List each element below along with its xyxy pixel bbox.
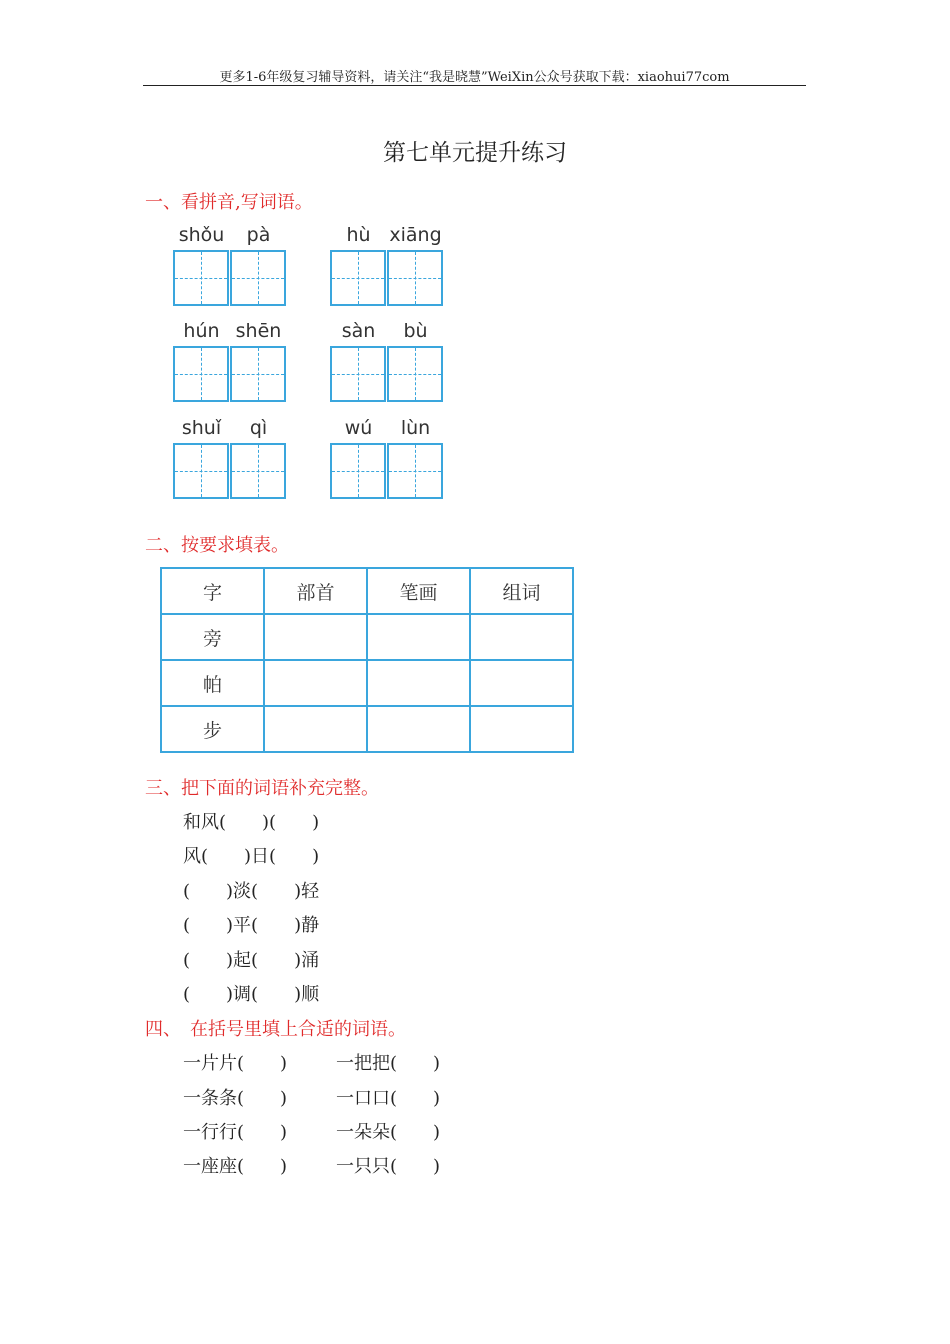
writing-grid-box[interactable] xyxy=(173,346,229,402)
writing-grid-box[interactable] xyxy=(387,250,443,306)
pinyin-label: shǒu xyxy=(178,224,225,246)
table-answer-cell[interactable] xyxy=(367,614,470,660)
writing-grid-box[interactable] xyxy=(330,443,386,499)
idiom-fill-line[interactable]: 和风( )( ) xyxy=(183,812,320,833)
idiom-fill-line[interactable]: ( )淡( )轻 xyxy=(183,881,320,902)
section2-title: 二、按要求填表。 xyxy=(145,535,289,556)
pinyin-label: pà xyxy=(246,224,271,246)
table-header-cell: 组词 xyxy=(470,568,573,614)
table-answer-cell[interactable] xyxy=(264,660,367,706)
page-header: 更多1-6年级复习辅导资料，请关注“我是晓慧”WeiXin公众号获取下载：xiaohui77com xyxy=(219,70,730,85)
pinyin-label: hù xyxy=(346,224,371,246)
measure-word-fill[interactable]: 一朵朵( ) xyxy=(336,1122,441,1143)
table-answer-cell[interactable] xyxy=(470,614,573,660)
table-header-cell: 笔画 xyxy=(367,568,470,614)
writing-grid-box[interactable] xyxy=(330,250,386,306)
header-divider xyxy=(143,85,806,86)
measure-word-fill[interactable]: 一片片( ) xyxy=(183,1053,288,1074)
table-answer-cell[interactable] xyxy=(367,706,470,752)
pinyin-label: hún xyxy=(183,320,220,342)
section4-title: 四、 在括号里填上合适的词语。 xyxy=(145,1019,406,1040)
pinyin-label: lùn xyxy=(400,417,431,439)
writing-grid-box[interactable] xyxy=(173,443,229,499)
writing-grid-box[interactable] xyxy=(230,250,286,306)
writing-grid-box[interactable] xyxy=(230,443,286,499)
table-answer-cell[interactable] xyxy=(264,614,367,660)
table-answer-cell[interactable] xyxy=(367,660,470,706)
pinyin-label: qì xyxy=(249,417,268,439)
page-title: 第七单元提升练习 xyxy=(383,140,567,166)
writing-grid-box[interactable] xyxy=(387,346,443,402)
table-header-row xyxy=(161,568,573,614)
idiom-fill-line[interactable]: 风( )日( ) xyxy=(183,846,320,867)
measure-word-fill[interactable]: 一只只( ) xyxy=(336,1156,441,1177)
idiom-fill-line[interactable]: ( )调( )顺 xyxy=(183,984,320,1005)
writing-grid-box[interactable] xyxy=(387,443,443,499)
pinyin-label: xiāng xyxy=(389,224,442,246)
pinyin-label: wú xyxy=(344,417,373,439)
measure-word-fill[interactable]: 一口口( ) xyxy=(336,1088,441,1109)
table-char-cell: 旁 xyxy=(161,614,264,660)
writing-grid-box[interactable] xyxy=(330,346,386,402)
pinyin-label: bù xyxy=(403,320,428,342)
pinyin-label: sàn xyxy=(341,320,376,342)
pinyin-label: shuǐ xyxy=(181,417,222,439)
table-answer-cell[interactable] xyxy=(264,706,367,752)
table-char-cell: 步 xyxy=(161,706,264,752)
idiom-fill-line[interactable]: ( )平( )静 xyxy=(183,915,320,936)
measure-word-fill[interactable]: 一座座( ) xyxy=(183,1156,288,1177)
section1-title: 一、看拼音,写词语。 xyxy=(145,192,313,213)
pinyin-label: shēn xyxy=(235,320,282,342)
table-row xyxy=(161,706,573,752)
section3-title: 三、把下面的词语补充完整。 xyxy=(145,778,379,799)
measure-word-fill[interactable]: 一条条( ) xyxy=(183,1088,288,1109)
writing-grid-box[interactable] xyxy=(230,346,286,402)
idiom-fill-line[interactable]: ( )起( )涌 xyxy=(183,950,320,971)
table-header-cell: 部首 xyxy=(264,568,367,614)
table-row xyxy=(161,660,573,706)
table-char-cell: 帕 xyxy=(161,660,264,706)
table-row xyxy=(161,614,573,660)
table-answer-cell[interactable] xyxy=(470,706,573,752)
table-answer-cell[interactable] xyxy=(470,660,573,706)
measure-word-fill[interactable]: 一把把( ) xyxy=(336,1053,441,1074)
writing-grid-box[interactable] xyxy=(173,250,229,306)
fill-table xyxy=(160,567,574,753)
table-header-cell: 字 xyxy=(161,568,264,614)
measure-word-fill[interactable]: 一行行( ) xyxy=(183,1122,288,1143)
